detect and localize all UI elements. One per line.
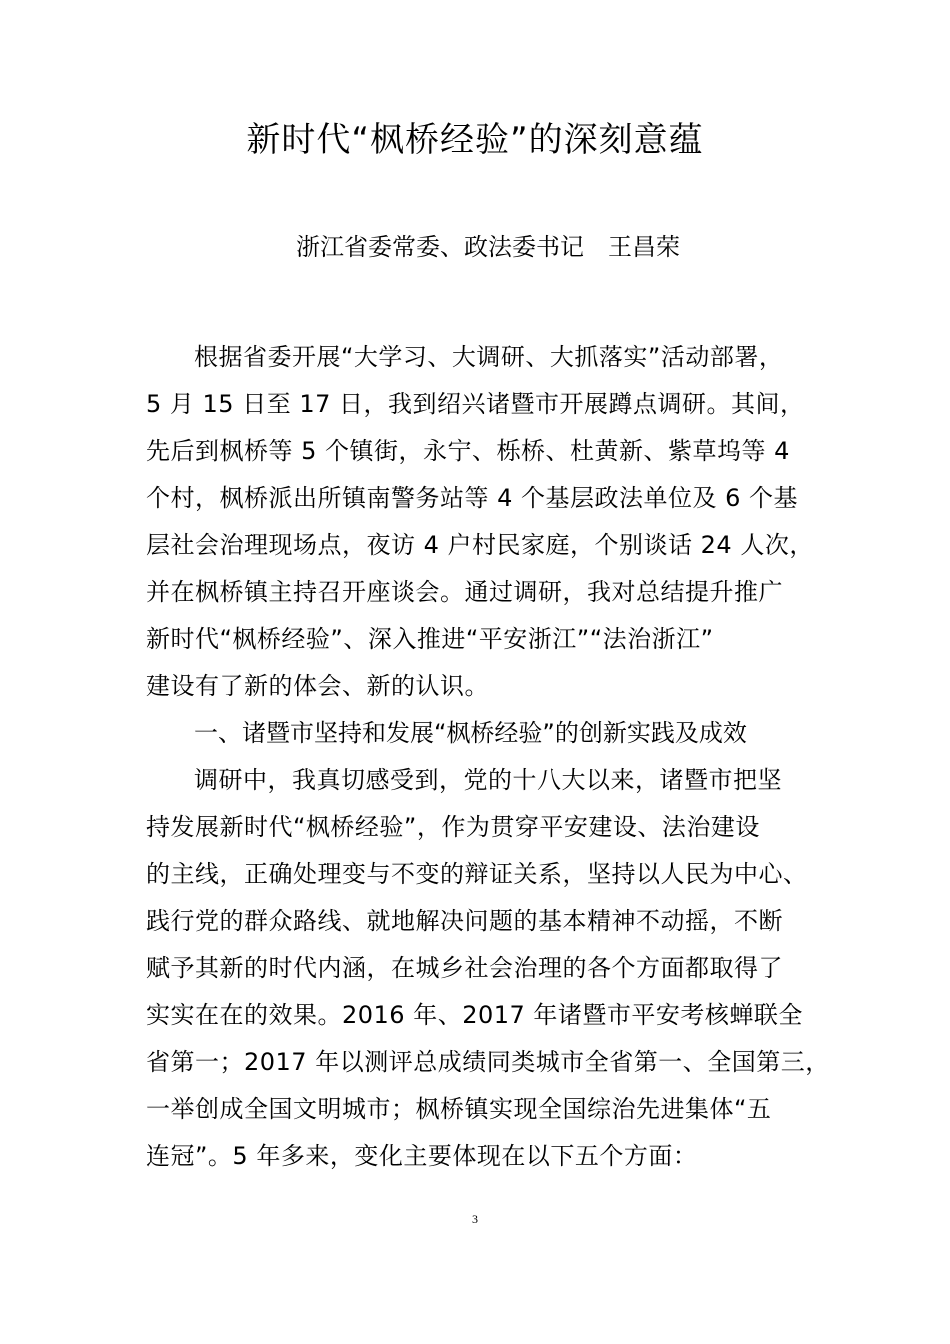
paragraph-line: 一举创成全国文明城市；枫桥镇实现全国综治先进集体“五 bbox=[146, 1095, 772, 1123]
paragraph-line: 实实在在的效果。2016 年、2017 年诸暨市平安考核蝉联全 bbox=[146, 1001, 803, 1029]
paragraph-line: 赋予其新的时代内涵，在城乡社会治理的各个方面都取得了 bbox=[146, 954, 783, 982]
paragraph-line: 先后到枫桥等 5 个镇街，永宁、栎桥、杜黄新、紫草坞等 4 bbox=[146, 437, 790, 465]
paragraph-line: 的主线，正确处理变与不变的辩证关系，坚持以人民为中心、 bbox=[146, 860, 808, 888]
paragraph-line: 并在枫桥镇主持召开座谈会。通过调研，我对总结提升推广 bbox=[146, 578, 783, 606]
document-title: 新时代“枫桥经验”的深刻意蕴 bbox=[246, 120, 704, 160]
page-number: 3 bbox=[472, 1212, 478, 1226]
paragraph-line: 层社会治理现场点，夜访 4 户村民家庭，个别谈话 24 人次， bbox=[146, 531, 814, 559]
section-heading: 一、诸暨市坚持和发展“枫桥经验”的创新实践及成效 bbox=[194, 719, 747, 747]
paragraph-line: 建设有了新的体会、新的认识。 bbox=[146, 672, 489, 700]
paragraph-line: 个村，枫桥派出所镇南警务站等 4 个基层政法单位及 6 个基 bbox=[146, 484, 799, 512]
paragraph-line: 调研中，我真切感受到，党的十八大以来，诸暨市把坚 bbox=[194, 766, 782, 794]
paragraph-line: 践行党的群众路线、就地解决问题的基本精神不动摇，不断 bbox=[146, 907, 783, 935]
paragraph-line: 根据省委开展“大学习、大调研、大抓落实”活动部署， bbox=[194, 343, 784, 371]
author-byline: 浙江省委常委、政法委书记 王昌荣 bbox=[296, 233, 680, 261]
paragraph-line: 连冠”。5 年多来，变化主要体现在以下五个方面： bbox=[146, 1142, 698, 1170]
paragraph-line: 省第一；2017 年以测评总成绩同类城市全省第一、全国第三， bbox=[146, 1048, 830, 1076]
paragraph-line: 5 月 15 日至 17 日，我到绍兴诸暨市开展蹲点调研。其间， bbox=[146, 390, 805, 418]
paragraph-line: 持发展新时代“枫桥经验”，作为贯穿平安建设、法治建设 bbox=[146, 813, 760, 841]
paragraph-line: 新时代“枫桥经验”、深入推进“平安浙江”“法治浙江” bbox=[146, 625, 714, 653]
